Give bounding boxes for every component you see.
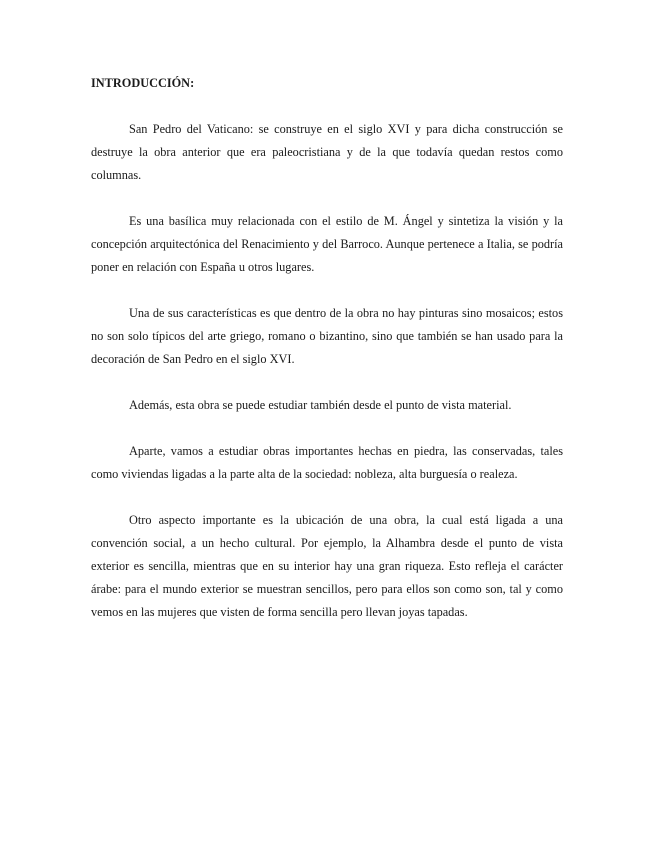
paragraph-4: Además, esta obra se puede estudiar también desde el punto de vista material. — [129, 398, 512, 412]
paragraph-6: Otro aspecto importante es la ubicación de una obra, la cual está ligada a una convención social, a un hecho cultural. Por ejemplo, la Alhambra desde el punto de vista exterior es sencilla, mientras que en su interior hay una gran riqueza. Esto refleja el carácter árabe: para el mundo exterior se muestran sencillos, pero para ellos son como son, tal y como vemos en las mujeres que visten de forma sencilla pero llevan joyas tapadas. — [91, 513, 563, 619]
paragraph-1: San Pedro del Vaticano: se construye en el siglo XVI y para dicha construcción se destruye la obra anterior que era paleocristiana y de la que todavía quedan restos como columnas. — [91, 122, 563, 182]
document-body — [91, 72, 563, 647]
paragraph-5: Aparte, vamos a estudiar obras importantes hechas en piedra, las conservadas, tales como viviendas ligadas a la parte alta de la sociedad: nobleza, alta burguesía o realeza. — [91, 444, 563, 481]
paragraph-2: Es una basílica muy relacionada con el estilo de M. Ángel y sintetiza la visión y la concepción arquitectónica del Renacimiento y del Barroco. Aunque pertenece a Italia, se podría poner en relación con España u otros lugares. — [91, 214, 563, 274]
paragraph-3: Una de sus características es que dentro de la obra no hay pinturas sino mosaicos; estos no son solo típicos del arte griego, romano o bizantino, sino que también se han usado para la decoración de San Pedro en el siglo XVI. — [91, 306, 563, 366]
section-heading: INTRODUCCIÓN: — [91, 76, 195, 90]
